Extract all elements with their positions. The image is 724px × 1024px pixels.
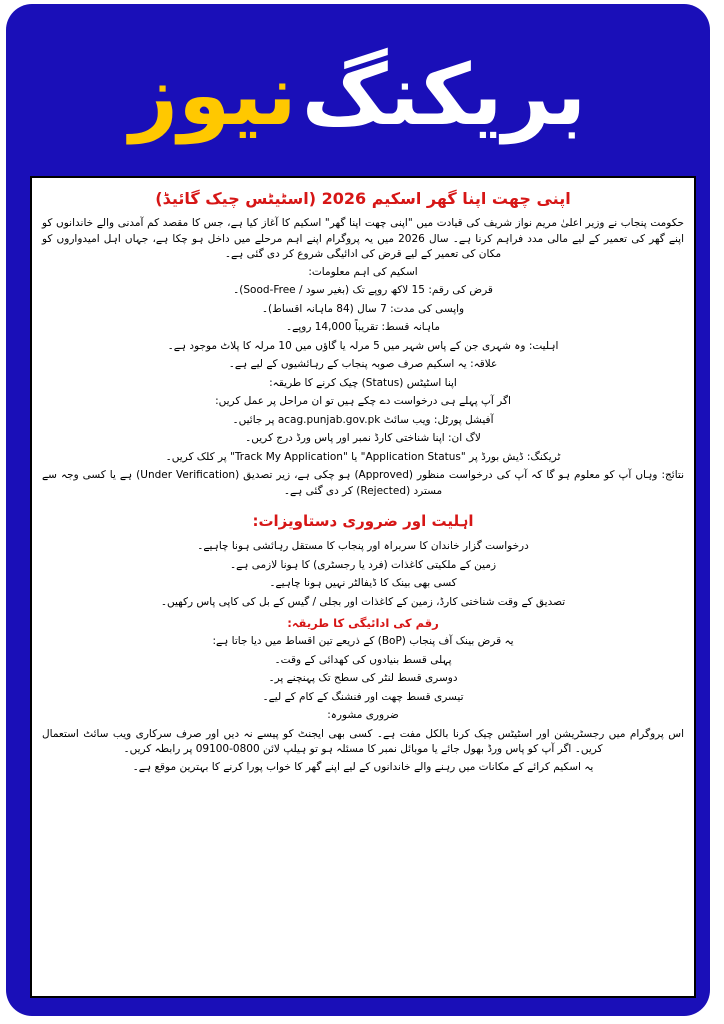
payment-heading: رقم کی ادائیگی کا طریقہ: [287,616,439,630]
status-result: نتائج: وہاں آپ کو معلوم ہو گا کہ آپ کی درخواست منظور (Approved) ہو چکی ہے، زیر تصدیق (Under Verification) ہے یا کسی وجہ سے مسترد (Rejected) کر دی گئی ہے۔ [42,469,684,497]
info-eligibility: اہلیت: وہ شہری جن کے پاس شہر میں 5 مرلہ یا گاؤں میں 10 مرلہ کا پلاٹ موجود ہے۔ [167,339,559,352]
docs-heading: اہلیت اور ضروری دستاویزات: [252,512,474,530]
payment-second: دوسری قسط لنٹر کی سطح تک پہنچنے پر۔ [268,672,458,684]
article-title: اپنی چھت اپنا گھر اسکیم 2026 (اسٹیٹس چیک گائیڈ) [155,189,571,208]
status-intro: اگر آپ پہلے ہی درخواست دے چکے ہیں تو ان مراحل پر عمل کریں: [215,395,511,407]
breaking-news-banner [6,30,710,160]
doc-item-2: زمین کے ملکیتی کاغذات (فرد یا رجسٹری) کا ہونا لازمی ہے۔ [229,558,497,571]
payment-intro: یہ قرض بینک آف پنجاب (BoP) کے ذریعے تین اقساط میں دیا جاتا ہے: [212,635,514,647]
article-content [32,178,694,775]
banner-word-news: نیوز [129,46,297,144]
payment-first: پہلی قسط بنیادوں کی کھدائی کے وقت۔ [274,653,452,666]
doc-item-1: درخواست گزار خاندان کا سربراہ اور پنجاب کا مستقل رہائشی ہونا چاہیے۔ [197,540,529,552]
banner-word-breaking: بریکنگ [301,46,587,144]
article-sheet [30,176,696,998]
info-monthly-installment: ماہانہ قسط: تقریباً 14,000 روپے۔ [286,321,440,333]
doc-item-3: کسی بھی بینک کا ڈیفالٹر نہیں ہونا چاہیے۔ [269,577,457,589]
doc-item-4: تصدیق کے وقت شناختی کارڈ، زمین کے کاغذات اور بجلی / گیس کے بل کی کاپی پاس رکھیں۔ [160,595,566,608]
closing-line: یہ اسکیم کرائے کے مکانات میں رہنے والے خاندانوں کے لیے اپنے گھر کا خواب پورا کرنے کا بہترین موقع ہے۔ [132,760,594,773]
payment-third: تیسری قسط چھت اور فنشنگ کے کام کے لیے۔ [262,690,464,703]
info-heading: اسکیم کی اہم معلومات: [308,265,418,278]
status-step-tracking: ٹریکنگ: ڈیش بورڈ پر "Application Status" یا "Track My Application" پر کلک کریں۔ [165,450,561,463]
info-loan-amount: قرض کی رقم: 15 لاکھ روپے تک (بغیر سود / Sood-Free)۔ [233,284,493,296]
advice-paragraph: اس پروگرام میں رجسٹریشن اور اسٹیٹس چیک کرنا بالکل مفت ہے۔ کسی بھی ایجنٹ کو پیسے نہ دیں اور صرف سرکاری ویب سائٹ استعمال کریں۔ اگر آپ کو پاس ورڈ بھول جائے یا موبائل نمبر کا مسئلہ ہو تو ہیلپ لائن 0800-09100 پر رابطہ کریں۔ [42,727,684,755]
intro-paragraph: حکومت پنجاب نے وزیر اعلیٰ مریم نواز شریف کی قیادت میں "اپنی چھت اپنا گھر" اسکیم کا آغاز کیا ہے، جس کا مقصد کم آمدنی والے خاندانوں کو اپنے گھر کی تعمیر کے لیے مالی مدد فراہم کرنا ہے۔ سال 2026 میں یہ پروگرام اپنے اہم مرحلے میں داخل ہو چکا ہے، جہاں اہل امیدواروں کو مکان کی تعمیر کے لیے قرض کی ادائیگی شروع کر دی گئی ہے۔ [42,217,684,260]
info-repayment-period: واپسی کی مدت: 7 سال (84 ماہانہ اقساط)۔ [261,302,465,315]
status-step-portal: آفیشل پورٹل: ویب سائٹ acag.punjab.gov.pk پر جائیں۔ [232,413,494,426]
status-step-login: لاگ ان: اپنا شناختی کارڈ نمبر اور پاس ورڈ درج کریں۔ [245,432,481,444]
info-region: علاقہ: یہ اسکیم صرف صوبہ پنجاب کے رہائشیوں کے لیے ہے۔ [228,358,498,370]
status-heading: اپنا اسٹیٹس (Status) چیک کرنے کا طریقہ: [269,376,457,389]
advice-heading: ضروری مشورہ: [327,709,399,721]
